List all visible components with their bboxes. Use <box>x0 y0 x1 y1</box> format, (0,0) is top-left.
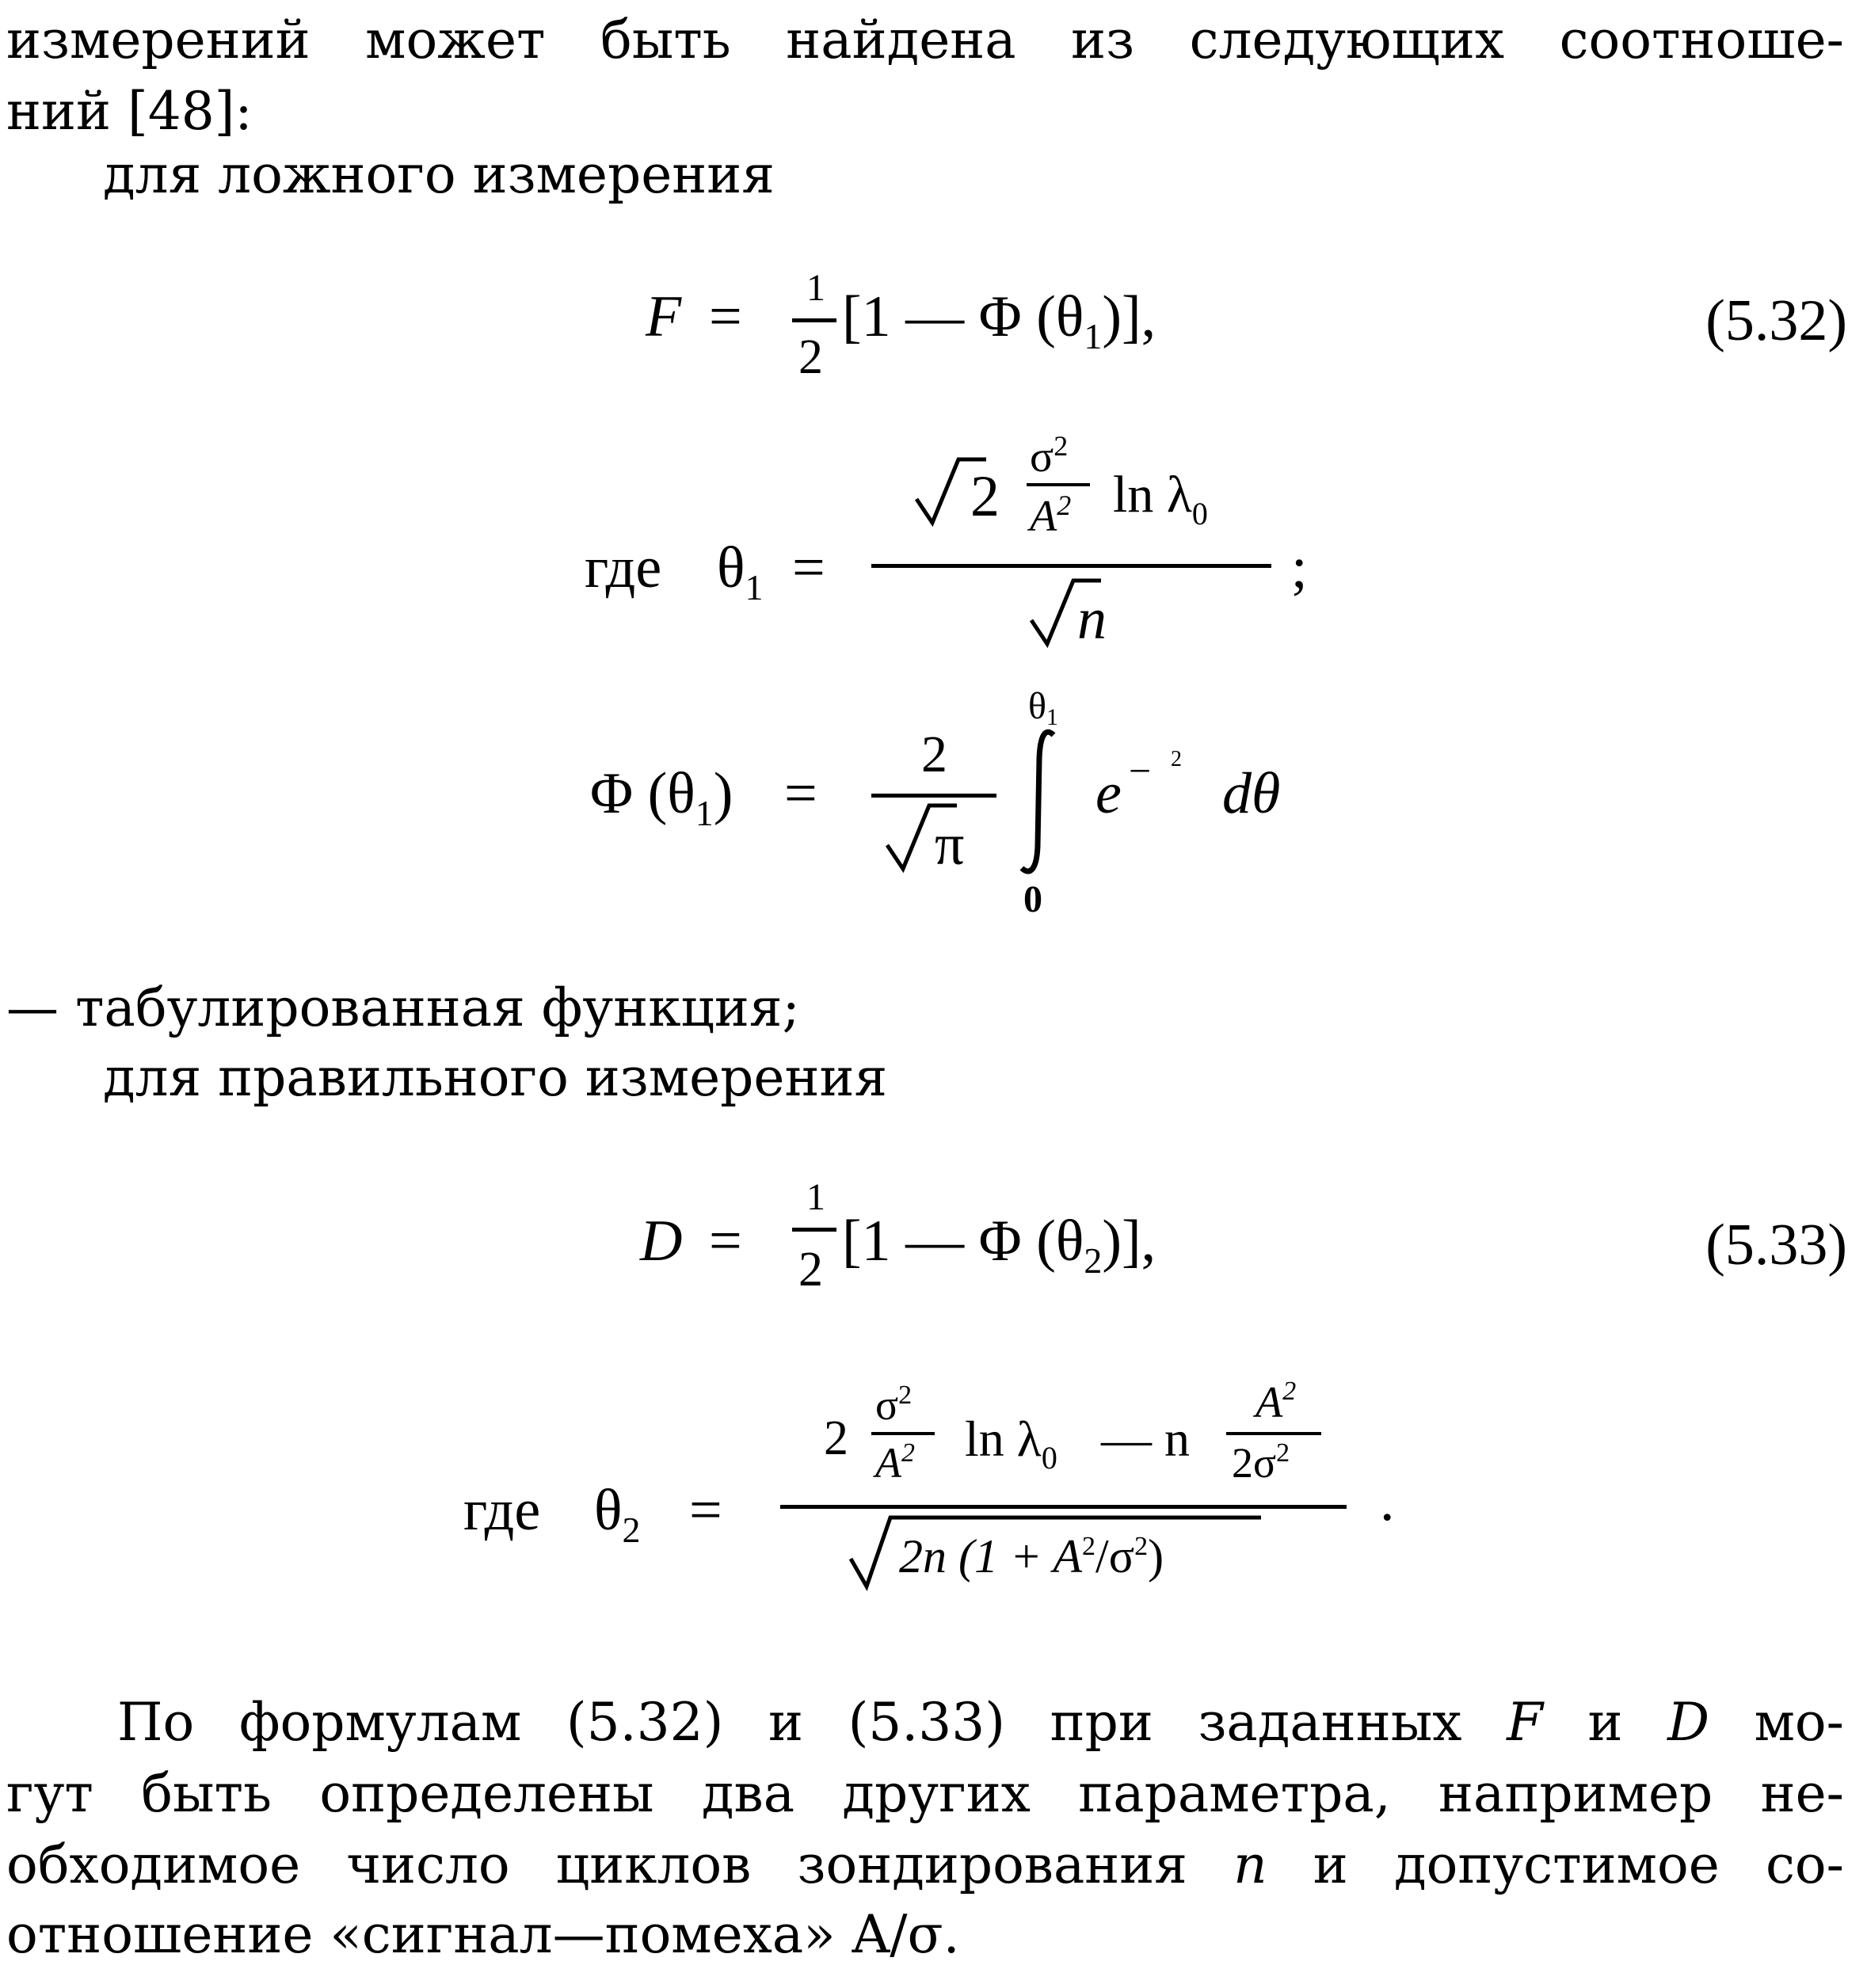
eq532-frac-bar <box>792 318 836 322</box>
theta1-sigma-sup: 2 <box>1054 430 1069 462</box>
theta2-two: 2 <box>824 1411 848 1465</box>
word: может <box>365 10 546 70</box>
theta2-period: . <box>1380 1468 1395 1533</box>
word: соотноше- <box>1559 10 1844 70</box>
word: со- <box>1765 1834 1844 1895</box>
theta2-two-sigma-sup: 2 <box>1276 1438 1290 1468</box>
theta2-ln: ln λ <box>965 1411 1042 1467</box>
theta2-inner-bar-1 <box>871 1432 935 1435</box>
word: из <box>1071 10 1135 70</box>
word: и <box>768 1692 803 1753</box>
word: n <box>1233 1834 1267 1895</box>
eq533-equals: = <box>709 1209 742 1274</box>
eq533-frac-bar <box>792 1228 836 1232</box>
eq533-body: [1 — Φ (θ <box>842 1209 1084 1274</box>
phi-lhs-sub: 1 <box>695 793 714 833</box>
word: циклов <box>555 1834 752 1895</box>
word: при <box>1050 1692 1153 1753</box>
theta1-inner-bar <box>1027 483 1090 486</box>
word: измерений <box>6 10 311 70</box>
phi-equals: = <box>784 761 817 826</box>
word: обходимое <box>6 1834 301 1895</box>
phi-fraction-bar <box>871 794 996 798</box>
theta2-a2-sup: 2 <box>1282 1377 1297 1406</box>
theta2-fraction-bar <box>780 1505 1347 1509</box>
phi-upper-sub: 1 <box>1046 704 1058 730</box>
theta2-den-mid: /σ <box>1095 1530 1135 1582</box>
word: следующих <box>1189 10 1505 70</box>
eq533-frac-num: 1 <box>806 1176 825 1218</box>
phi-exponent: − <box>1129 748 1152 793</box>
theta2-lhs: θ <box>594 1478 623 1543</box>
word: определены <box>319 1763 654 1824</box>
theta2-den-close: ) <box>1148 1530 1164 1582</box>
theta1-lhs-sub: 1 <box>745 567 764 607</box>
word: и <box>1587 1692 1623 1753</box>
tabulated-function-text: — табулированная функция; <box>6 977 800 1038</box>
theta1-ln-sub: 0 <box>1191 496 1208 531</box>
text-line-2: ний [48]: <box>6 81 253 142</box>
phi-exponent-2: 2 <box>1171 747 1182 771</box>
word: зондирования <box>797 1834 1187 1895</box>
word: По <box>117 1692 195 1753</box>
paragraph-line-3 <box>6 1831 1844 1899</box>
eq533-lhs: D <box>640 1209 683 1274</box>
eq533-tail: )], <box>1102 1209 1156 1274</box>
theta2-a2: A <box>1255 1378 1283 1427</box>
theta2-inner-bar-2 <box>1226 1432 1321 1435</box>
theta1-fraction-bar <box>871 564 1271 568</box>
word: не- <box>1760 1763 1844 1824</box>
word: параметра, <box>1078 1763 1391 1824</box>
theta2-lhs-sub: 2 <box>622 1510 641 1550</box>
phi-lhs: Φ (θ <box>590 761 695 826</box>
word: найдена <box>786 10 1016 70</box>
phi-pi: π <box>935 813 965 878</box>
eq532-body: [1 — Φ (θ <box>842 284 1084 349</box>
word: других <box>842 1763 1031 1824</box>
theta2-equals: = <box>689 1478 722 1543</box>
paragraph-line-2 <box>6 1760 1844 1828</box>
eq532-tail: )], <box>1102 284 1156 349</box>
theta2-sigma: σ <box>875 1381 899 1429</box>
theta2-sigma-sup: 2 <box>898 1381 913 1410</box>
word: гут <box>6 1763 93 1824</box>
theta1-semicolon: ; <box>1291 535 1308 600</box>
word: формулам <box>238 1692 522 1753</box>
word: например <box>1438 1763 1713 1824</box>
equation-number-5-33: (5.33) <box>1705 1213 1847 1278</box>
theta2-den-root: 2n (1 + A <box>899 1530 1083 1582</box>
eq533-frac-den: 2 <box>798 1243 823 1297</box>
correct-measurement-heading: для правильного измерения <box>103 1047 888 1108</box>
eq532-frac-num: 1 <box>806 267 825 309</box>
integral-sign-icon <box>1012 727 1068 878</box>
theta1-a-sup: 2 <box>1057 489 1072 521</box>
theta1-ln: ln λ <box>1113 466 1192 524</box>
theta2-den-sup: 2 <box>1082 1532 1096 1561</box>
phi-dtheta: dθ <box>1222 761 1281 826</box>
word: D <box>1667 1692 1709 1753</box>
theta2-a-sup: 2 <box>901 1438 915 1468</box>
paragraph-line-1 <box>117 1689 1844 1757</box>
phi-lhs-close: ) <box>713 761 733 826</box>
word: два <box>701 1763 795 1824</box>
theta1-a: A <box>1030 492 1057 541</box>
word: F <box>1507 1692 1543 1753</box>
word: (5.32) <box>566 1692 724 1753</box>
theta1-sigma: σ <box>1030 432 1054 482</box>
word: быть <box>600 10 731 70</box>
eq532-frac-den: 2 <box>798 330 823 384</box>
word: быть <box>141 1763 272 1824</box>
phi-integrand: e <box>1095 761 1122 826</box>
phi-lower: 0 <box>1023 878 1042 920</box>
theta2-ln-sub: 0 <box>1041 1440 1057 1476</box>
theta2-two-sigma: 2σ <box>1232 1439 1277 1487</box>
where-label: где <box>463 1478 541 1543</box>
eq533-sub: 2 <box>1084 1240 1103 1281</box>
theta1-lhs: θ <box>717 535 745 600</box>
phi-upper: θ <box>1028 685 1046 727</box>
word: заданных <box>1198 1692 1462 1753</box>
theta1-n: n <box>1077 587 1107 652</box>
theta1-sqrt2: 2 <box>970 464 1000 529</box>
theta1-equals: = <box>792 535 825 600</box>
paragraph-line-4: отношение «сигнал—помеха» A/σ. <box>6 1904 960 1965</box>
eq532-equals: = <box>709 284 742 349</box>
word: допустимое <box>1393 1834 1720 1895</box>
theta2-minus-n: — n <box>1101 1411 1190 1467</box>
eq532-sub: 1 <box>1084 316 1103 356</box>
eq532-lhs: F <box>646 284 682 349</box>
theta2-a: A <box>875 1439 901 1487</box>
phi-num: 2 <box>921 726 947 783</box>
word: (5.33) <box>848 1692 1006 1753</box>
word: число <box>346 1834 510 1895</box>
word: и <box>1313 1834 1348 1895</box>
word: мо- <box>1754 1692 1844 1753</box>
where-label: где <box>585 535 662 600</box>
theta2-den-sup2: 2 <box>1134 1532 1149 1561</box>
text-line-1 <box>6 6 1844 74</box>
equation-number-5-32: (5.32) <box>1705 288 1847 353</box>
false-measurement-heading: для ложного измерения <box>103 144 775 205</box>
